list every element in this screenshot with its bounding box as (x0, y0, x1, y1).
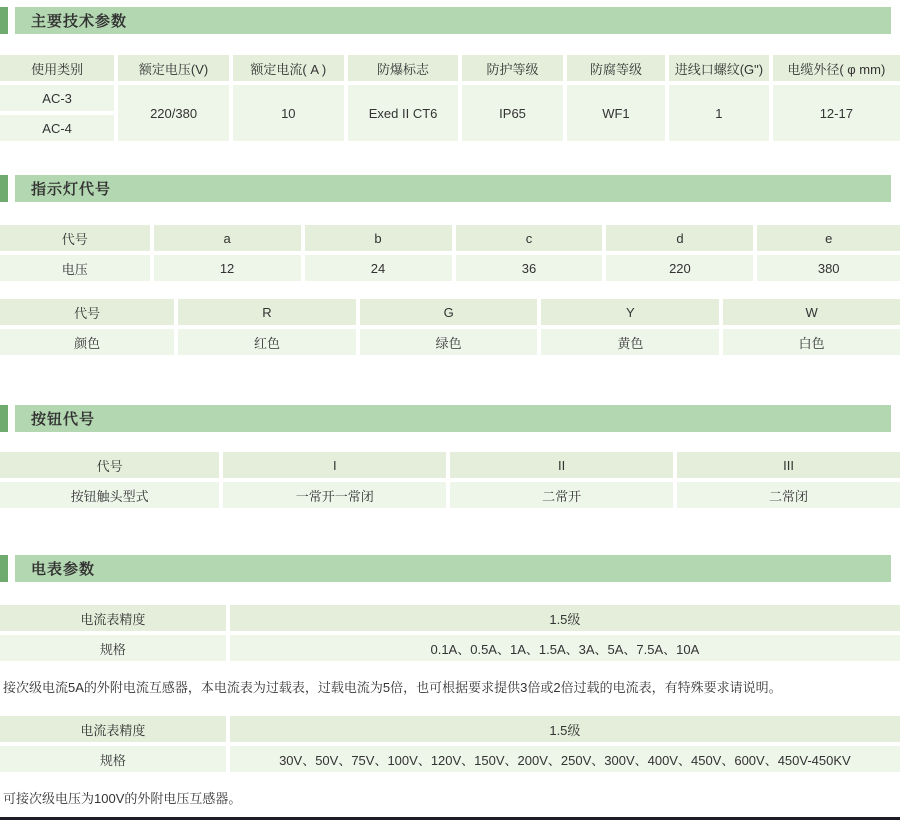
table-row (0, 299, 900, 325)
table-cell: 颜色 (0, 329, 174, 355)
column-header-cell: 电缆外径( φ mm) (773, 55, 900, 81)
table-cell: 12 (154, 255, 301, 281)
section-header-meter-params (0, 555, 900, 582)
table-row (0, 225, 900, 251)
table-cell: 30V、50V、75V、100V、120V、150V、200V、250V、300V、400V、450V、600V、450V-450KV (230, 746, 900, 772)
column-header-cell: 1.5级 (230, 605, 900, 631)
section-title: 指示灯代号 (31, 181, 112, 198)
section-title: 电表参数 (31, 561, 96, 578)
column-header-cell: 使用类别 (0, 55, 114, 81)
section-header-indicator-codes (0, 175, 900, 202)
column-header-cell: 防腐等级 (567, 55, 666, 81)
table-row (0, 635, 900, 661)
table-cell: AC-4 (0, 115, 114, 141)
table-cell: 380 (757, 255, 900, 281)
section-accent-bar (0, 405, 8, 432)
table-cell: 红色 (178, 329, 356, 355)
table-cell: 一常开一常闭 (223, 482, 446, 508)
column-header-cell: I (223, 452, 446, 478)
table-cell: 规格 (0, 635, 226, 661)
ammeter-note: 接次级电流5A的外附电流互感器，本电流表为过载表，过载电流为5倍，也可根据要求提供3倍或2倍过载的电流表，有特殊要求请说明。 (3, 680, 782, 695)
table-cell: 二常开 (450, 482, 673, 508)
column-header-cell: 代号 (0, 225, 150, 251)
voltmeter-note: 可接次级电压为100V的外附电压互感器。 (3, 791, 242, 806)
table-cell: 黄色 (541, 329, 719, 355)
table-cell: 0.1A、0.5A、1A、1.5A、3A、5A、7.5A、10A (230, 635, 900, 661)
column-header-cell: d (606, 225, 753, 251)
table-cell: 220/380 (118, 85, 229, 141)
section-title-bar (15, 175, 891, 202)
table-cell: 12-17 (773, 85, 900, 141)
column-header-cell: W (723, 299, 900, 325)
table-row (0, 452, 900, 478)
button-codes-table (0, 448, 900, 512)
column-header-cell: 进线口螺纹(G") (669, 55, 768, 81)
column-header-cell: 额定电流( A ) (233, 55, 344, 81)
column-header-cell: 1.5级 (230, 716, 900, 742)
section-accent-bar (0, 555, 8, 582)
main-params-table (0, 51, 900, 145)
spec-table (0, 601, 900, 665)
column-header-cell: III (677, 452, 900, 478)
spec-table (0, 51, 900, 145)
table-cell: 绿色 (360, 329, 538, 355)
spec-table (0, 712, 900, 776)
indicator-voltage-table (0, 221, 900, 285)
indicator-color-table (0, 295, 900, 359)
column-header-cell: b (305, 225, 452, 251)
section-title-bar (15, 7, 891, 34)
column-header-cell: Y (541, 299, 719, 325)
column-header-cell: 代号 (0, 299, 174, 325)
table-cell: Exed II CT6 (348, 85, 459, 141)
table-cell: 10 (233, 85, 344, 141)
column-header-cell: 防护等级 (462, 55, 562, 81)
column-header-cell: II (450, 452, 673, 478)
table-row (0, 329, 900, 355)
table-cell: 36 (456, 255, 603, 281)
table-cell: 规格 (0, 746, 226, 772)
voltmeter-table (0, 712, 900, 776)
column-header-cell: e (757, 225, 900, 251)
spec-table (0, 448, 900, 512)
table-cell: WF1 (567, 85, 666, 141)
column-header-cell: 电流表精度 (0, 716, 226, 742)
column-header-cell: c (456, 225, 603, 251)
section-accent-bar (0, 7, 8, 34)
table-row (0, 255, 900, 281)
table-cell: 1 (669, 85, 768, 141)
table-cell: 按钮触头型式 (0, 482, 219, 508)
section-title-bar (15, 555, 891, 582)
section-title: 按钮代号 (31, 411, 96, 428)
spec-table (0, 221, 900, 285)
section-title: 主要技术参数 (31, 13, 128, 30)
column-header-cell: 代号 (0, 452, 219, 478)
section-header-button-codes (0, 405, 900, 432)
table-row (0, 55, 900, 81)
column-header-cell: G (360, 299, 538, 325)
table-cell: 二常闭 (677, 482, 900, 508)
section-accent-bar (0, 175, 8, 202)
section-title-bar (15, 405, 891, 432)
table-cell: 24 (305, 255, 452, 281)
table-cell: AC-3 (0, 85, 114, 111)
section-header-main-params (0, 7, 900, 34)
table-row (0, 746, 900, 772)
table-row (0, 482, 900, 508)
table-row (0, 716, 900, 742)
column-header-cell: 电流表精度 (0, 605, 226, 631)
ammeter-table (0, 601, 900, 665)
table-cell: IP65 (462, 85, 562, 141)
table-row (0, 85, 900, 111)
table-cell: 电压 (0, 255, 150, 281)
table-cell: 白色 (723, 329, 900, 355)
column-header-cell: 额定电压(V) (118, 55, 229, 81)
column-header-cell: 防爆标志 (348, 55, 459, 81)
column-header-cell: a (154, 225, 301, 251)
top-edge-sliver (33, 7, 100, 10)
table-row (0, 605, 900, 631)
spec-table (0, 295, 900, 359)
table-cell: 220 (606, 255, 753, 281)
column-header-cell: R (178, 299, 356, 325)
